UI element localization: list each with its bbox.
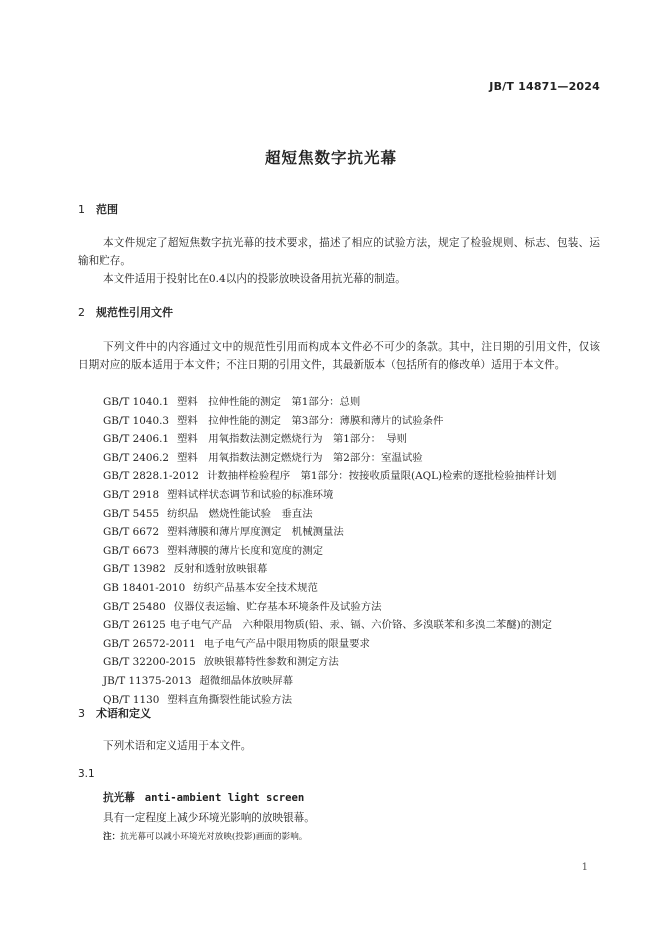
reference-title: 塑料直角撕裂性能试验方法 (167, 693, 293, 706)
reference-code: QB/T 1130 (103, 693, 160, 706)
section-1-title: 范围 (96, 203, 118, 216)
reference-item (103, 542, 556, 561)
reference-title: 计数抽样检验程序 第1部分：按接收质量限(AQL)检索的逐批检验抽样计划 (206, 470, 557, 483)
section-1-paragraph-2: 本文件适用于投射比在0.4以内的投影放映设备用抗光幕的制造。 (103, 273, 406, 285)
reference-title: 塑料 拉伸性能的测定 第1部分：总则 (177, 396, 361, 408)
note-text: 抗光幕可以减小环境光对放映(投影)画面的影响。 (120, 832, 308, 842)
reference-code: GB/T 2918 (103, 488, 160, 501)
section-3-number: 3 (78, 707, 85, 720)
reference-title: 电子电气产品中限用物质的限量要求 (203, 637, 370, 650)
reference-code: GB/T 2406.2 (103, 451, 170, 464)
reference-title: 超微细晶体放映屏幕 (199, 674, 294, 687)
term-definition: 具有一定程度上减少环境光影响的放映银幕。 (103, 812, 315, 824)
reference-title: 塑料试样状态调节和试验的标准环境 (167, 488, 334, 501)
reference-code: GB/T 6673 (103, 544, 160, 557)
reference-item (103, 467, 556, 486)
reference-title: 纺织产品基本安全技术规范 (193, 581, 318, 594)
term-entry (103, 790, 304, 805)
reference-title: 仪器仪表运输、贮存基本环境条件及试验方法 (173, 600, 382, 613)
reference-code: GB 18401-2010 (103, 581, 186, 594)
reference-item (103, 412, 556, 431)
reference-title: 纺织品 燃烧性能试验 垂直法 (167, 507, 313, 520)
standard-code: JB/T 14871—2024 (489, 80, 600, 93)
reference-code: GB/T 13982 (103, 563, 166, 576)
reference-code: GB/T 26572-2011 (103, 637, 196, 650)
reference-code: GB/T 2406.1 (103, 433, 170, 446)
reference-code: GB/T 26125 (103, 619, 166, 632)
reference-title: 塑料 拉伸性能的测定 第3部分：薄膜和薄片的试验条件 (177, 414, 444, 427)
section-1-number: 1 (78, 203, 85, 216)
reference-item (103, 486, 556, 505)
section-2-title: 规范性引用文件 (96, 306, 173, 319)
normative-reference-list (103, 393, 556, 709)
reference-item (103, 672, 556, 691)
section-2-heading (78, 304, 173, 320)
term-chinese: 抗光幕 (103, 792, 135, 804)
reference-item (103, 430, 556, 449)
reference-item (103, 579, 556, 598)
reference-code: GB/T 5455 (103, 507, 160, 520)
note-label: 注： (103, 832, 121, 842)
section-1-heading (78, 201, 118, 217)
reference-item (103, 598, 556, 617)
section-3-paragraph-1: 下列术语和定义适用于本文件。 (103, 740, 252, 752)
reference-title: 放映银幕特性参数和测定方法 (203, 656, 339, 669)
reference-item (103, 616, 556, 635)
reference-code: GB/T 1040.3 (103, 414, 170, 427)
reference-title: 塑料薄膜和薄片厚度测定 机械测量法 (167, 526, 344, 539)
reference-title: 塑料 用氧指数法测定燃烧行为 第1部分： 导则 (177, 433, 408, 446)
section-2-paragraph-1: 下列文件中的内容通过文中的规范性引用而构成本文件必不可少的条款。其中，注日期的引用文件，仅该日期对应的版本适用于本文件；不注日期的引用文件，其最新版本（包括所有的修改单）适用于本文件。 (78, 341, 600, 371)
reference-title: 塑料薄膜的薄片长度和宽度的测定 (167, 544, 323, 557)
reference-item (103, 691, 556, 710)
section-1-paragraph-1: 本文件规定了超短焦数字抗光幕的技术要求，描述了相应的试验方法，规定了检验规则、标志、包装、运输和贮存。 (78, 237, 600, 267)
term-note (103, 830, 307, 842)
reference-title: 塑料 用氧指数法测定燃烧行为 第2部分：室温试验 (177, 451, 423, 464)
page-number: 1 (581, 862, 588, 873)
reference-item (103, 653, 556, 672)
reference-code: JB/T 11375-2013 (103, 674, 192, 687)
term-english: anti-ambient light screen (144, 792, 305, 804)
section-3-title: 术语和定义 (96, 707, 151, 720)
reference-item (103, 560, 556, 579)
reference-title: 反射和透射放映银幕 (173, 563, 268, 576)
reference-code: GB/T 6672 (103, 526, 160, 539)
reference-item (103, 393, 556, 412)
reference-code: GB/T 32200-2015 (103, 656, 196, 669)
section-2-number: 2 (78, 306, 85, 319)
reference-code: GB/T 25480 (103, 600, 166, 613)
reference-item (103, 635, 556, 654)
reference-code: GB/T 2828.1-2012 (103, 470, 199, 483)
section-3-heading (78, 705, 151, 721)
reference-item (103, 449, 556, 468)
reference-item (103, 523, 556, 542)
term-number: 3.1 (78, 768, 95, 780)
document-title: 超短焦数字抗光幕 (264, 149, 397, 167)
reference-item (103, 505, 556, 524)
reference-title: 电子电气产品 六种限用物质(铅、汞、镉、六价铬、多溴联苯和多溴二苯醚)的测定 (169, 619, 552, 632)
reference-code: GB/T 1040.1 (103, 396, 170, 408)
